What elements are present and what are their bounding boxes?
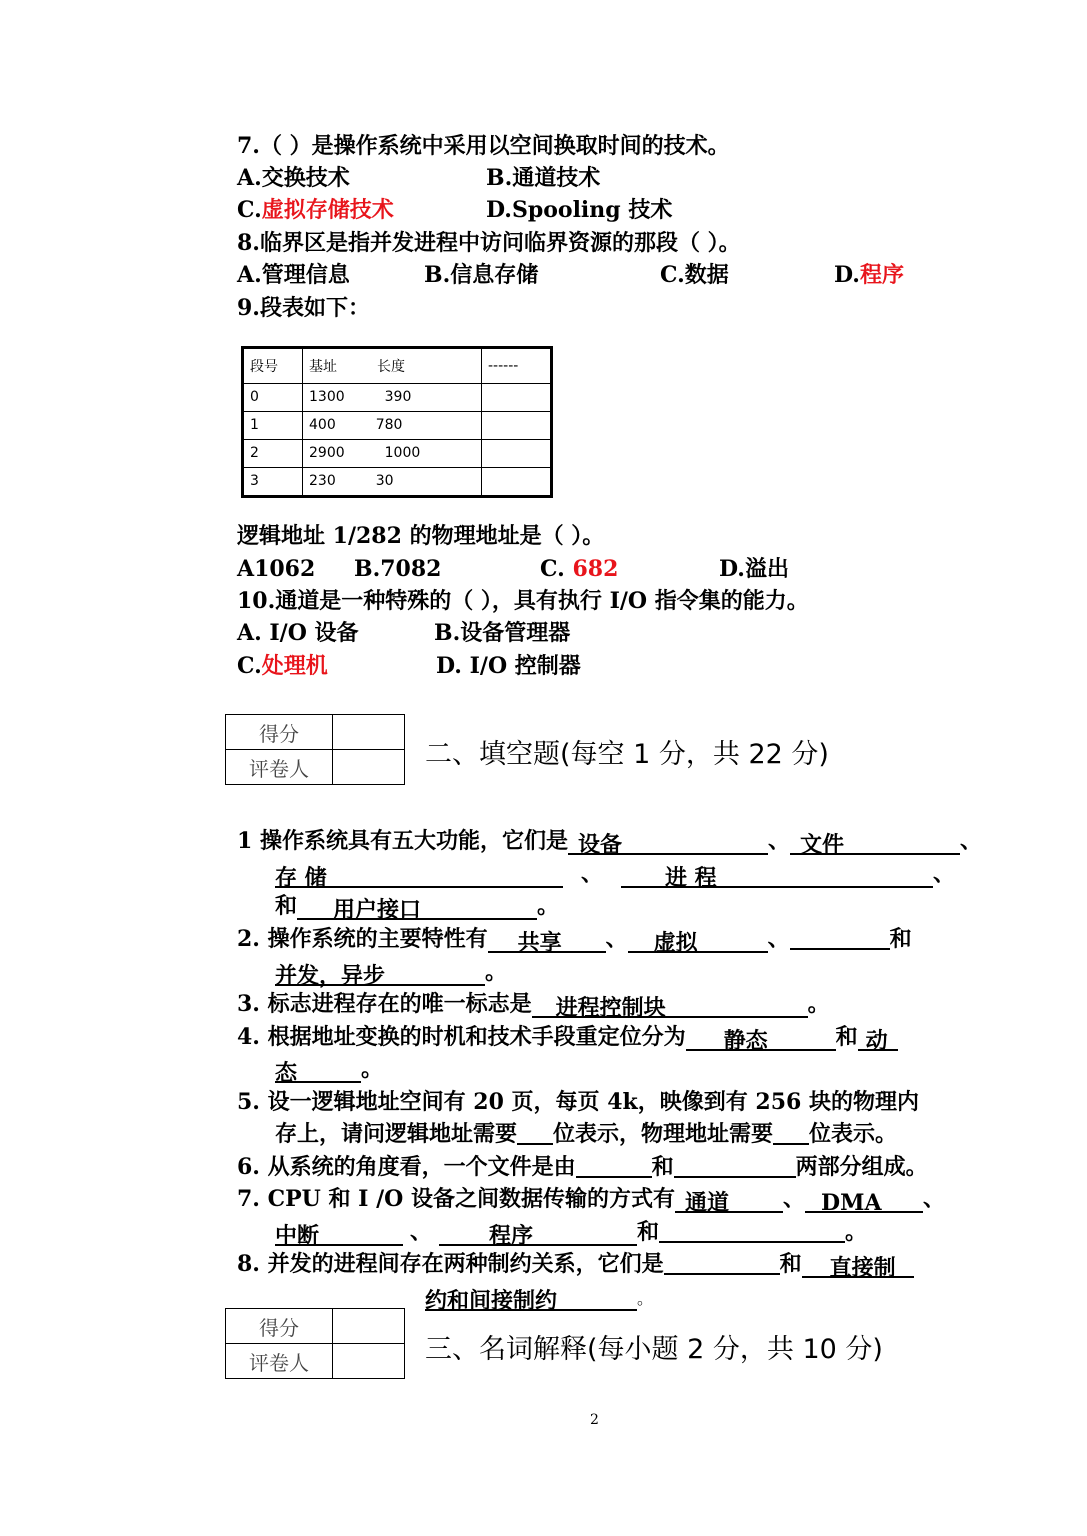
- page-number: 2: [590, 1412, 599, 1428]
- q10-option-b: B.设备管理器: [434, 620, 571, 646]
- score-box-section3: [225, 1308, 405, 1375]
- fill-4-line2: 态 。: [275, 1056, 384, 1086]
- fill-7-line2: 中断 、 程序 和 。: [275, 1219, 868, 1249]
- score-cell[interactable]: [333, 715, 405, 750]
- q7-option-d: D.Spooling 技术: [486, 197, 673, 223]
- q7-option-a: A.交换技术: [237, 165, 350, 191]
- q10-option-c: C.处理机: [237, 653, 328, 679]
- q7-options-row2: [237, 194, 673, 226]
- cell-base-length: 2900 1000: [303, 439, 482, 467]
- grader-cell[interactable]: [333, 1344, 405, 1379]
- grader-label: 评卷人: [226, 750, 333, 785]
- score-cell[interactable]: [333, 1309, 405, 1344]
- q8-option-a: A.管理信息: [237, 262, 350, 288]
- q8-option-d: D.程序: [834, 262, 904, 288]
- header-base-length: 基址 长度: [303, 349, 482, 384]
- section2-title: 二、填空题(每空 1 分，共 22 分): [425, 739, 829, 770]
- score-label: 得分: [226, 1309, 333, 1344]
- fill-1-line2: 存 储 、 进 程 、: [275, 861, 956, 891]
- cell-base-length: 400 780: [303, 411, 482, 439]
- q8-stem: 8.临界区是指并发进程中访问临界资源的那段（ ）。: [237, 230, 741, 256]
- segment-table: [241, 346, 553, 498]
- q7-stem: 7.（ ）是操作系统中采用以空间换取时间的技术。: [237, 133, 730, 159]
- q8-option-c: C.数据: [660, 262, 729, 288]
- q9-options: [237, 553, 789, 585]
- q9-stem: 9.段表如下：: [237, 295, 370, 321]
- cell-empty: [482, 467, 551, 495]
- cell-empty: [482, 439, 551, 467]
- cell-seg: 3: [244, 467, 303, 495]
- q9-option-d: D.溢出: [719, 556, 789, 582]
- fill-5-line2: 存上，请问逻辑地址需要 位表示，物理地址需要 位表示。: [275, 1121, 898, 1147]
- q8-option-b: B.信息存储: [424, 262, 539, 288]
- score-label: 得分: [226, 715, 333, 750]
- q10-option-a: A. I/O 设备: [237, 620, 359, 646]
- fill-2-line2: 并发，异步 。: [275, 959, 508, 989]
- table-row: [244, 411, 551, 439]
- table-row: [244, 383, 551, 411]
- fill-8-line2: 约和间接制约 。: [425, 1281, 653, 1315]
- q7-option-b: B.通道技术: [486, 165, 601, 191]
- q9-option-c: C. 682: [540, 556, 619, 582]
- q9-option-a: A1062: [237, 556, 316, 582]
- segment-table-header: [244, 349, 551, 384]
- fill-2-line1: 2. 操作系统的主要特性有 共享 、 虚拟 、 和: [237, 926, 912, 956]
- score-box-section2: [225, 714, 405, 781]
- cell-base-length: 230 30: [303, 467, 482, 495]
- fill-1-line3: 和 用户接口 。: [275, 893, 560, 923]
- table-row: [244, 467, 551, 495]
- cell-base-length: 1300 390: [303, 383, 482, 411]
- header-extra: ------: [482, 349, 551, 384]
- q10-options-row1: [237, 617, 571, 649]
- q10-options-row2: [237, 650, 581, 682]
- fill-3: 3. 标志进程存在的唯一标志是 进程控制块 。: [237, 991, 830, 1021]
- cell-empty: [482, 383, 551, 411]
- grader-cell[interactable]: [333, 750, 405, 785]
- fill-7-line1: 7. CPU 和 I /O 设备之间数据传输的方式有 通道 、 DMA 、: [237, 1186, 946, 1216]
- fill-4-line1: 4. 根据地址变换的时机和技术手段重定位分为 静态 和 动: [237, 1021, 898, 1053]
- cell-seg: 2: [244, 439, 303, 467]
- q10-answer: 处理机: [261, 653, 328, 679]
- q9-option-b: B.7082: [354, 556, 442, 582]
- fill-1-line1: 1 操作系统具有五大功能，它们是 设备 、 文件 、: [237, 828, 982, 858]
- header-seg-no: 段号: [244, 349, 303, 384]
- cell-seg: 0: [244, 383, 303, 411]
- cell-seg: 1: [244, 411, 303, 439]
- q8-answer: 程序: [859, 262, 904, 288]
- q10-stem: 10.通道是一种特殊的（ ），具有执行 I/O 指令集的能力。: [237, 588, 809, 614]
- table-row: [244, 439, 551, 467]
- q7-answer: 虚拟存储技术: [261, 197, 394, 223]
- q10-option-d: D. I/O 控制器: [436, 653, 581, 679]
- section3-title: 三、名词解释(每小题 2 分，共 10 分): [425, 1334, 883, 1365]
- fill-8-line1: 8. 并发的进程间存在两种制约关系，它们是 和 直接制: [237, 1248, 914, 1280]
- q7-options-row1: [237, 162, 601, 194]
- fill-6: 6. 从系统的角度看，一个文件是由 和 两部分组成。: [237, 1154, 928, 1180]
- cell-empty: [482, 411, 551, 439]
- q7-option-c: C.虚拟存储技术: [237, 197, 394, 223]
- grader-label: 评卷人: [226, 1344, 333, 1379]
- fill-5-line1: 5. 设一逻辑地址空间有 20 页，每页 4k，映像到有 256 块的物理内: [237, 1089, 920, 1115]
- q9-question: 逻辑地址 1/282 的物理地址是（ ）。: [237, 523, 605, 549]
- q9-answer: 682: [572, 556, 619, 582]
- q8-options: [237, 259, 904, 291]
